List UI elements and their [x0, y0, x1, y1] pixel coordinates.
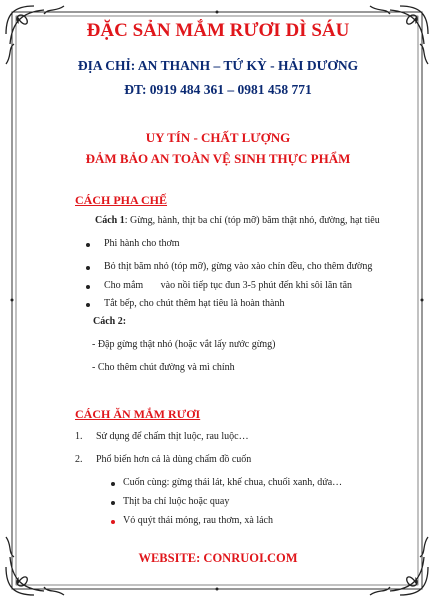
method-1-step: Tắt bếp, cho chút thêm hạt tiêu là hoàn thành: [104, 298, 285, 309]
address-line: ĐỊA CHỈ: AN THANH – TỨ KỲ - HẢI DƯƠNG: [77, 58, 359, 73]
method-2-step: - Đập gừng thật nhỏ (hoặc vắt lấy nước gừng): [92, 339, 276, 350]
eating-sub-item: Cuốn cùng: gừng thái lát, khế chua, chuối xanh, dứa…: [123, 477, 343, 488]
bullet-icon: [111, 520, 115, 524]
list-number: 2.: [75, 454, 83, 465]
method-1-step: Cho mắm vào nồi tiếp tục đun 3-5 phút đến khi sôi lăn tăn: [104, 280, 353, 291]
bullet-icon: [111, 482, 115, 486]
bullet-icon: [111, 501, 115, 505]
eating-sub-item: Vỏ quýt thái mỏng, rau thơm, xà lách: [123, 515, 273, 526]
bullet-icon: [86, 303, 90, 307]
recipe-heading: CÁCH PHA CHẾ: [75, 193, 168, 207]
eating-heading: CÁCH ĂN MẮM RƯƠI: [75, 407, 201, 421]
method-1-line: [95, 215, 380, 226]
bullet-icon: [86, 285, 90, 289]
method-2-label-text: Cách 2: [93, 316, 123, 327]
bullet-icon: [86, 266, 90, 270]
eating-item: Sử dụng để chấm thịt luộc, rau luộc…: [96, 431, 249, 442]
method-2-label: [93, 316, 126, 327]
document-title: ĐẶC SẢN MẮM RƯƠI DÌ SÁU: [86, 20, 350, 41]
bullet-icon: [86, 243, 90, 247]
list-number: 1.: [75, 431, 83, 442]
eating-sub-item: Thịt ba chỉ luộc hoặc quay: [123, 496, 230, 507]
method-2-step: - Cho thêm chút đường và mì chính: [92, 362, 235, 373]
phone-line: ĐT: 0919 484 361 – 0981 458 771: [124, 82, 312, 97]
slogan-line-1: UY TÍN - CHẤT LƯỢNG: [145, 130, 291, 145]
method-1-label: Cách 1: [95, 215, 125, 226]
method-1-text: : Gừng, hành, thịt ba chỉ (tóp mỡ) băm thật nhỏ, đường, hạt tiêu: [124, 215, 380, 226]
method-1-step: Phi hành cho thơm: [104, 238, 180, 249]
slogan-line-2: ĐẢM BẢO AN TOÀN VỆ SINH THỰC PHẨM: [85, 151, 351, 166]
method-2-colon: :: [122, 316, 127, 327]
method-1-step: Bỏ thịt băm nhỏ (tóp mỡ), gừng vào xào chín đều, cho thêm đường: [104, 261, 373, 272]
website-footer: WEBSITE: CONRUOI.COM: [138, 551, 298, 565]
eating-item: Phổ biến hơn cả là dùng chấm đồ cuốn: [96, 454, 252, 465]
